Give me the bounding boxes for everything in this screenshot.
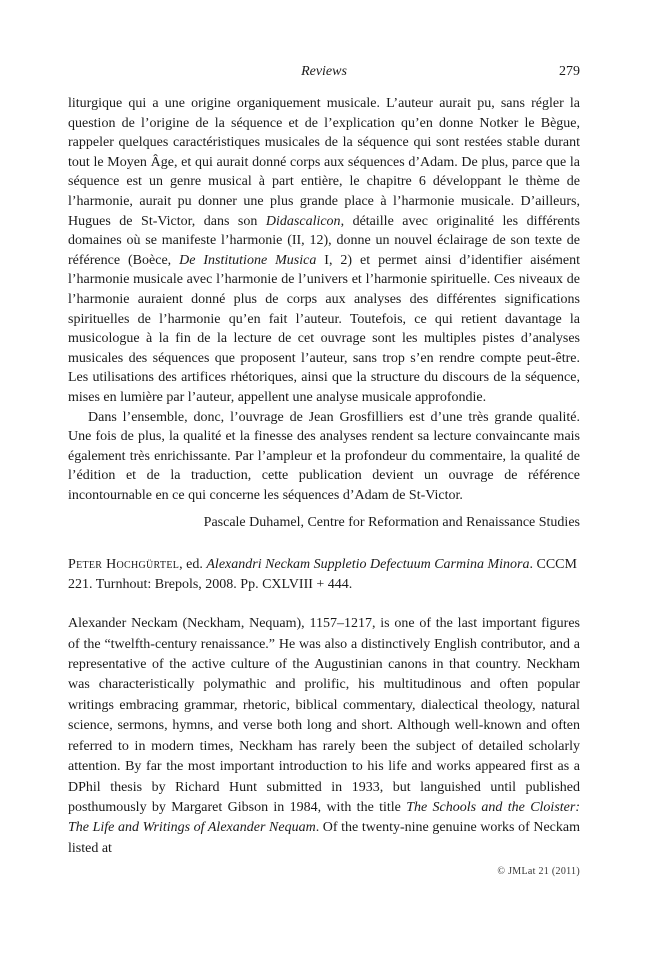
editor-name: Peter Hochgürtel xyxy=(68,557,180,573)
work-title-didascalicon: Didascalicon xyxy=(265,213,341,229)
previous-review-paragraph: liturgique qui a une origine organiquement musicale. L’auteur aurait pu, sans régler la question de l’origine de la séquence et de l’explication qu’en donne Notker le Bègue, rappeler quelques caractéristiques musicales de la séquence qui sont restées stable durant tout le Moyen Âge, et qui aurait donné corps aux séquences d’Adam. De plus, parce que la séquence est un genre musical à part entière, le chapitre 6 développant le thème de l’harmonie, aurait pu donner une plus grande place à l’harmonie musicale. D’ailleurs, Hugues de St-Victor, dans son Didascalicon, détaille avec originalité les différents domaines où se manifeste l’harmonie (II, 12), donne un nouvel éclairage de son texte de référence (Boèce, De Institutione Musica I, 2) et permet ainsi d’identifier aisément l’harmonie musicale avec l’harmonie de l’univers et l’harmonie spirituelle. Ces niveaux de l’harmonie auraient donné plus de corps aux analyses des différentes significations spirituelles de l’harmonie qu’en fait l’auteur. Toutefois, ce qui retient davantage la musicologue à la fin de la lecture de cet ouvrage sont les multiples pistes d’analyses musicales des séquences que proposent l’auteur, sans trop s’en rendre compte peut-être. Les utilisations des artifices rhétoriques, ainsi que la structure du discours de la séquence, mises en lumière par l’auteur, appellent une analyse musicale approfondie. xyxy=(68,96,580,405)
running-title: Reviews xyxy=(301,64,347,79)
reviewer-signature: Pascale Duhamel, Centre for Reformation and Renaissance Studies xyxy=(203,515,580,531)
referenced-book-title: The Schools and the Cloister: The Life and Writings of Alexander Nequam xyxy=(68,799,580,836)
running-head xyxy=(68,64,580,84)
page-number: 279 xyxy=(559,64,580,79)
publication-details: . CCCM 221. Turnhout: Brepols, 2008. Pp. CXLVIII + 444. xyxy=(68,557,577,592)
work-title-de-institutione: De Institutione Musica xyxy=(179,252,317,268)
previous-review-conclusion: Dans l’ensemble, donc, l’ouvrage de Jean Grosfilliers est d’une très grande qualité. Une fois de plus, la qualité et la finesse des analyses rendent sa lecture convaincante mais également très enrichissante. Par l’ampleur et la profondeur du commentaire, la qualité de l’édition et de la traduction, cette publication devient un ouvrage de référence incontournable en ce qui concerne les séquences d’Adam de St-Victor. xyxy=(68,409,580,503)
review-body-paragraph: Alexander Neckam (Neckham, Nequam), 1157–1217, is one of the last important figures of the “twelfth-century renaissance.” He was also a distinctively English contributor, and a representative of the active culture of the Augustinian canons in that country. Neckham was characteristically polymathic and prolific, his multitudinous and often popular writings embracing grammar, rhetoric, biblical commentary, dialectical theology, natural science, sermons, hymns, and verse both long and short. Although well-known and often referred to in modern times, Neckham has rarely been the subject of detailed scholarly attention. By far the most important introduction to his life and works appeared first as a DPhil thesis by Richard Hunt submitted in 1933, but languished until published posthumously by Margaret Gibson in 1984, with the title The Schools and the Cloister: The Life and Writings of Alexander Nequam. Of the twenty-nine genuine works of Neckam listed at xyxy=(68,616,580,856)
book-title: Alexandri Neckam Suppletio Defectuum Carmina Minora xyxy=(206,557,530,573)
book-citation: Peter Hochgürtel, ed. Alexandri Neckam Suppletio Defectuum Carmina Minora. CCCM 221. Turnhout: Brepols, 2008. Pp. CXLVIII + 444. xyxy=(68,557,577,592)
copyright-footer: © JMLat 21 (2011) xyxy=(497,866,580,877)
body-text xyxy=(68,94,580,859)
